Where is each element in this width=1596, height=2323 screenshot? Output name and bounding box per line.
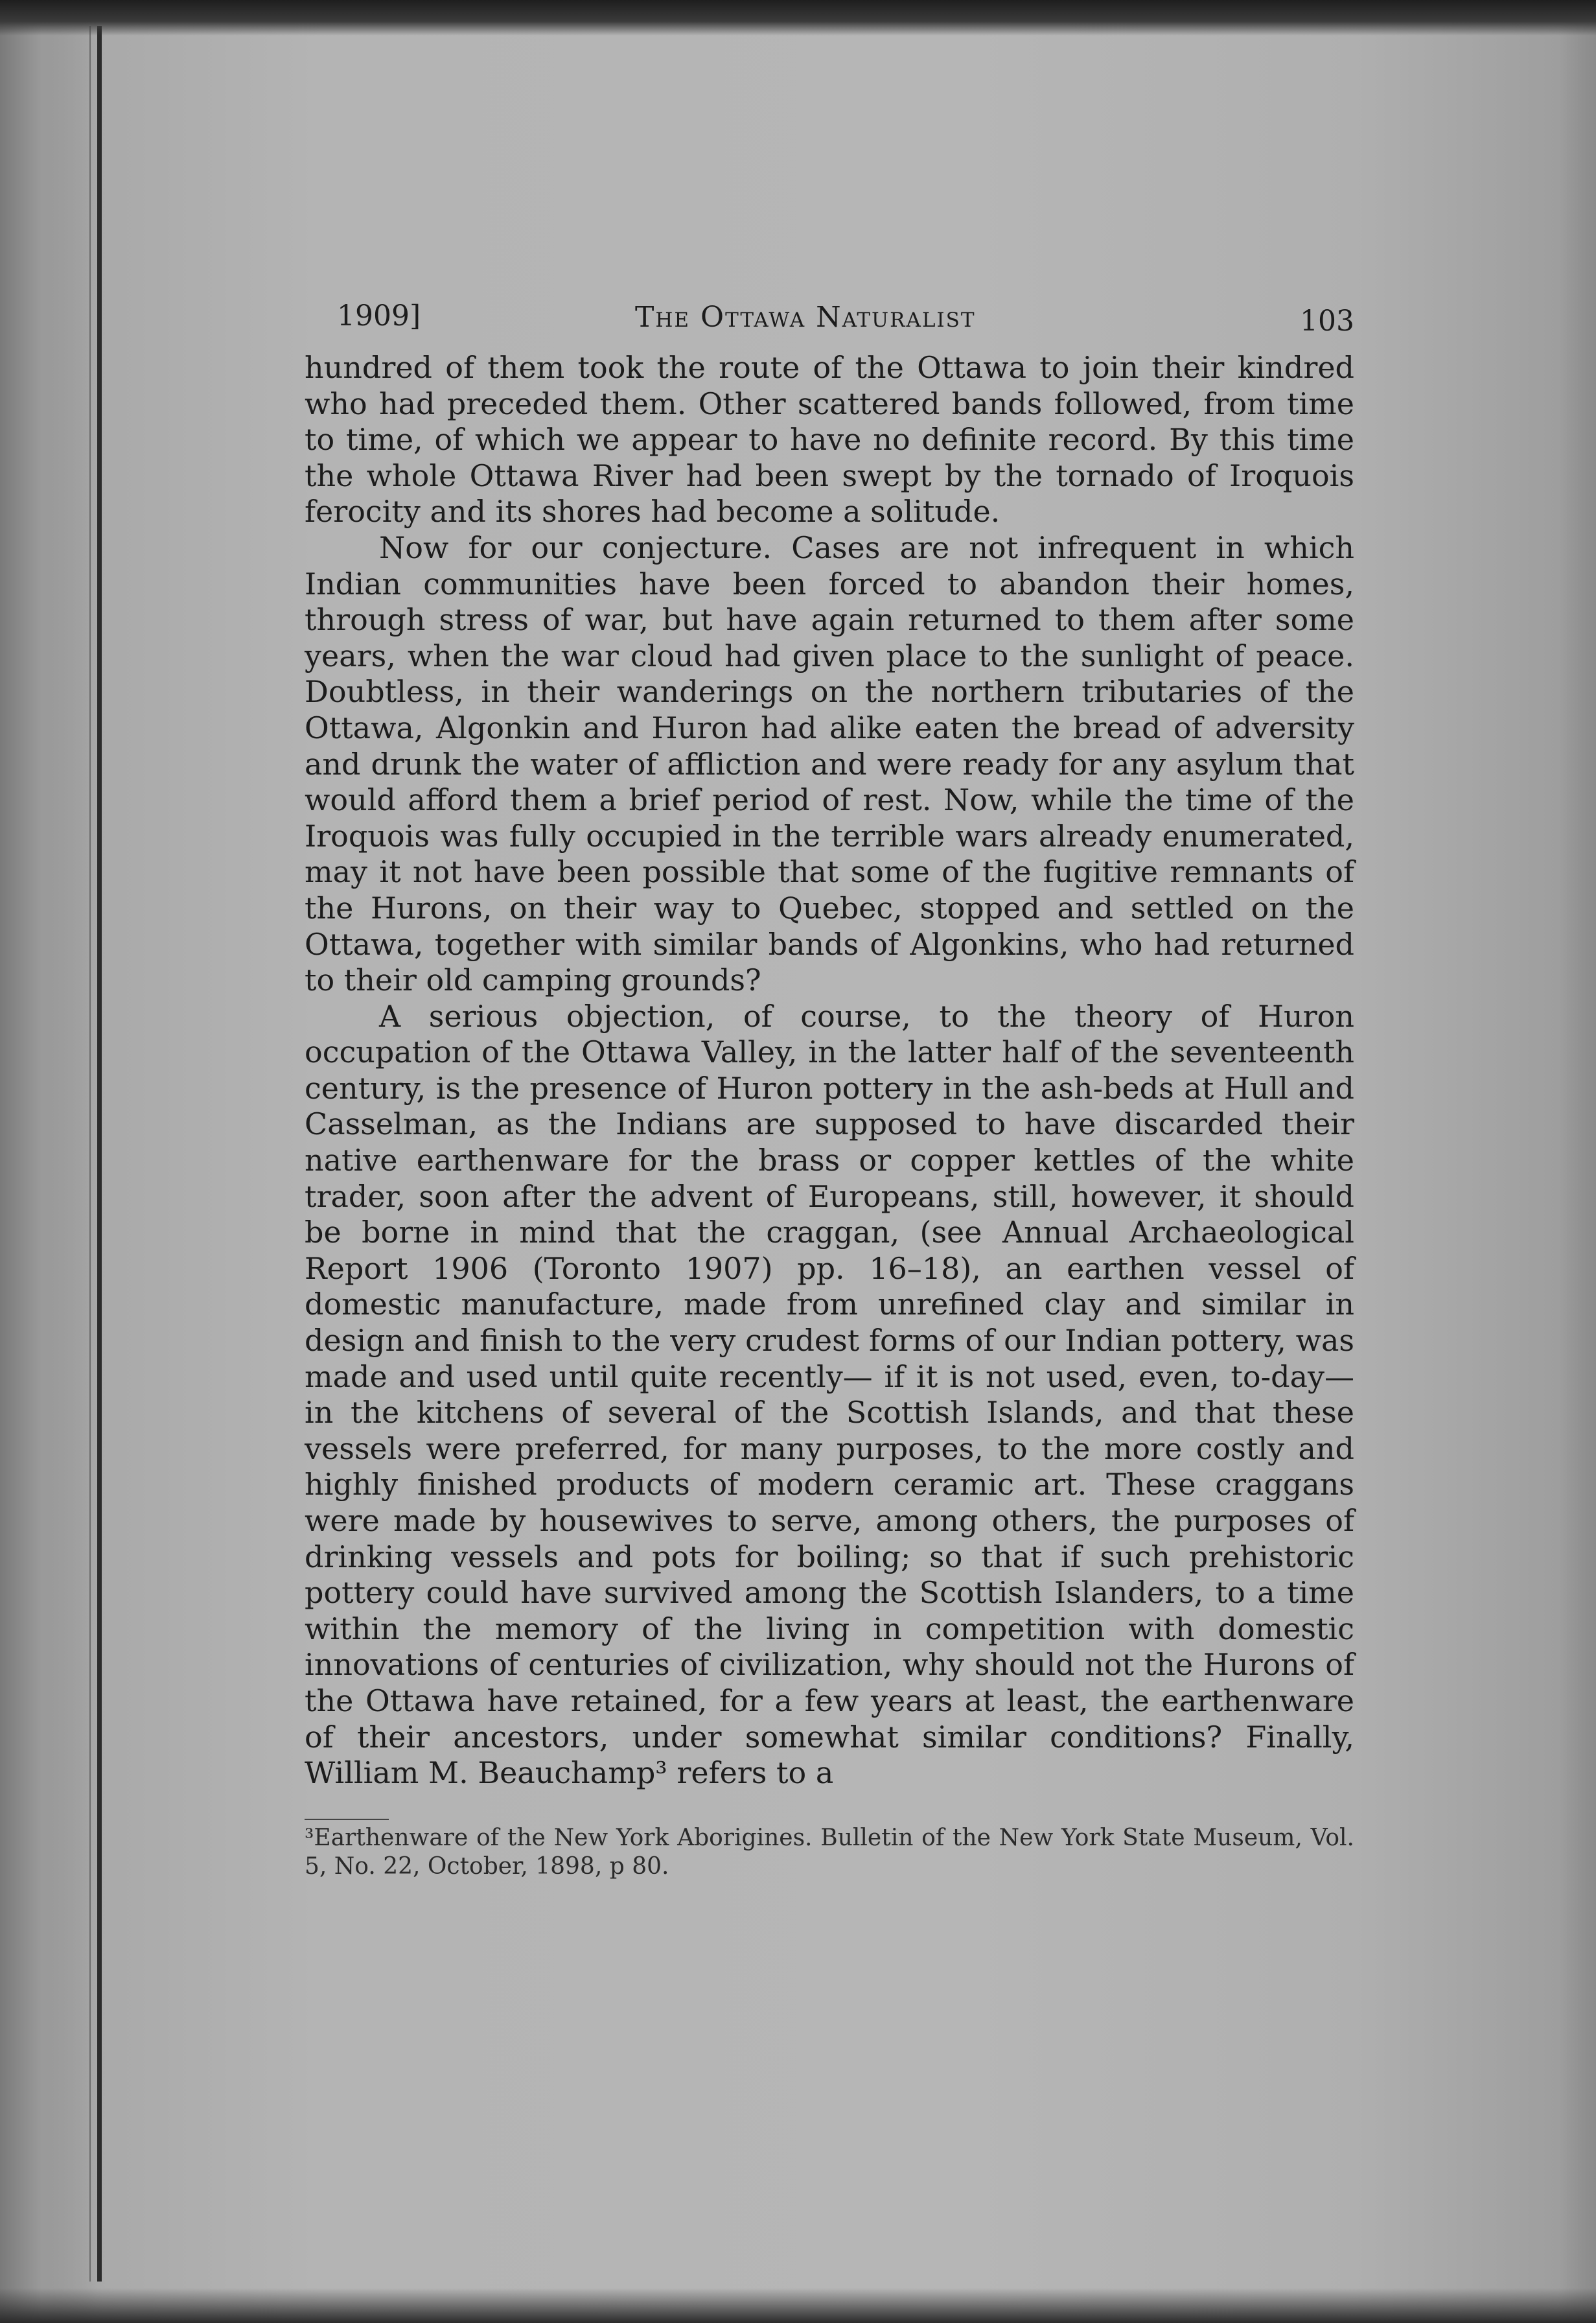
footnote-rule: [305, 1819, 389, 1820]
running-head: [305, 292, 1354, 350]
paragraph-conjecture: Now for our conjecture. Cases are not infrequent in which Indian communities have been forced to abandon their homes, through stress of war, but have again returned to them after some years, when the war cloud had given place to the sunlight of peace. Doubtless, in their wanderings on the northern tributaries of the Ottawa, Algonkin and Huron had alike eaten the bread of adversity and drunk the water of affliction and were ready for any asylum that would afford them a brief period of rest. Now, while the time of the Iroquois was fully occupied in the terrible wars already enumerated, may it not have been possible that some of the fugitive remnants of the Hurons, on their way to Quebec, stopped and settled on the Ottawa, together with similar bands of Algonkins, who had returned to their old camping grounds?: [305, 530, 1354, 998]
bottom-edge-shadow: [0, 2288, 1596, 2323]
book-gutter-line: [97, 26, 102, 2282]
footnote: ³Earthenware of the New York Aborigines. Bulletin of the New York State Museum, Vol. 5, No. 22, October, 1898, p 80.: [305, 1824, 1354, 1880]
book-gutter-edge: [89, 26, 91, 2282]
page-right-edge: [1558, 0, 1596, 2323]
document-page: [305, 292, 1354, 1881]
running-head-journal-title: The Ottawa Naturalist: [635, 301, 976, 334]
book-spine-shadow: [0, 0, 104, 2323]
top-edge-shadow: [0, 0, 1596, 36]
paragraph-objection: A serious objection, of course, to the theory of Huron occupation of the Ottawa Valley, in the latter half of the seventeenth century, is the presence of Huron pottery in the ash-beds at Hull and Casselman, as the Indians are supposed to have discarded their native earthenware for the brass or copper kettles of the white trader, soon after the advent of Europeans, still, however, it should be borne in mind that the craggan, (see Annual Archaeological Report 1906 (Toronto 1907) pp. 16–18), an earthen vessel of domestic manufacture, made from unrefined clay and similar in design and finish to the very crudest forms of our Indian pottery, was made and used until quite recently— if it is not used, even, to-day—in the kitchens of several of the Scottish Islands, and that these vessels were preferred, for many purposes, to the more costly and highly finished products of modern ceramic art. These craggans were made by housewives to serve, among others, the purposes of drinking vessels and pots for boiling; so that if such prehistoric pottery could have survived among the Scottish Islanders, to a time within the memory of the living in competition with domestic innovations of centuries of civilization, why should not the Hurons of the Ottawa have retained, for a few years at least, the earthenware of their ancestors, under somewhat similar conditions? Finally, William M. Beauchamp³ refers to a: [305, 998, 1354, 1791]
paragraph-continuation: hundred of them took the route of the Ottawa to join their kindred who had preceded them. Other scattered bands followed, from time to time, of which we appear to have no definite record. By this time the whole Ottawa River had been swept by the tornado of Iroquois ferocity and its shores had become a solitude.: [305, 350, 1354, 530]
body-text: [305, 350, 1354, 1792]
page-number: 103: [1300, 305, 1354, 338]
running-head-year: 1909]: [337, 299, 421, 333]
